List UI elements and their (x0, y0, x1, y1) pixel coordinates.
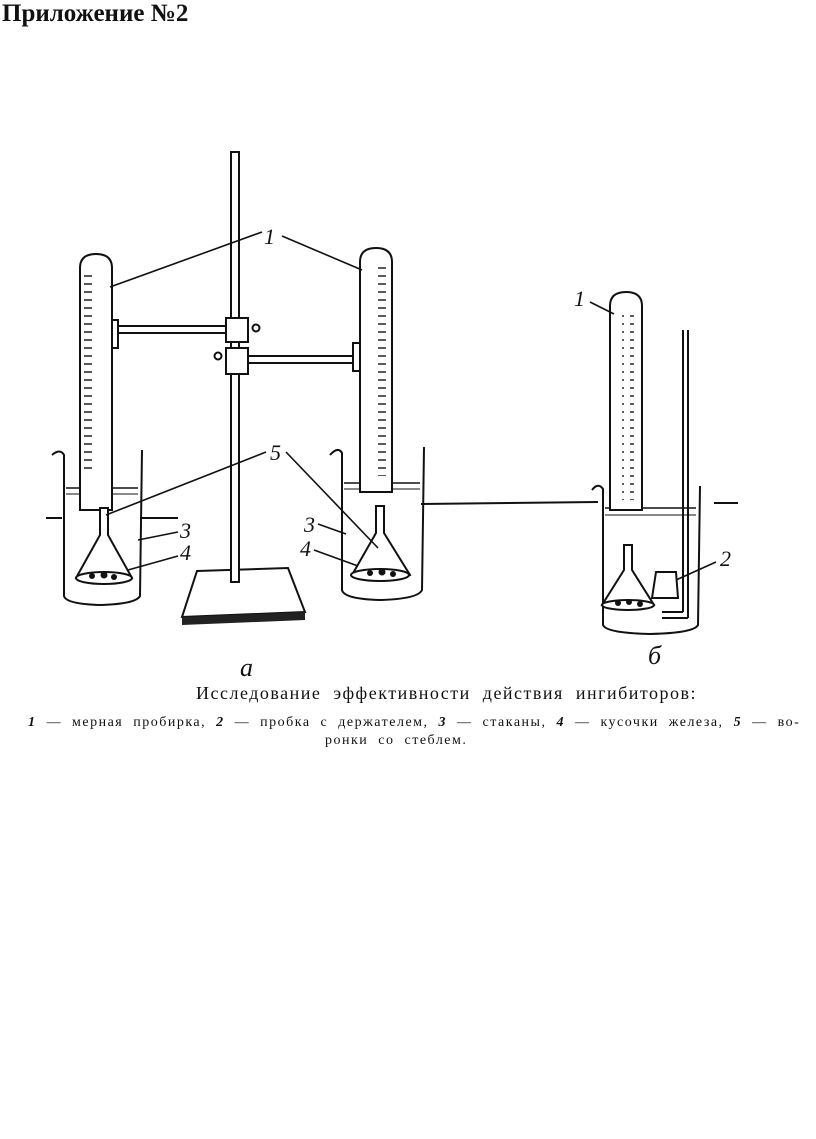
subfigure-label-b: б (648, 641, 662, 670)
caption-continuation: ронки со стеблем. (325, 733, 468, 748)
label-1-top: 1 (264, 224, 275, 249)
funnel-right (351, 506, 410, 581)
label-5: 5 (270, 440, 281, 465)
label-4-left: 4 (180, 540, 191, 565)
legend-text-4: — кусочки железа, (564, 715, 734, 730)
label-2: 2 (720, 546, 731, 571)
legend-text-3: — стаканы, (447, 715, 557, 730)
legend-text-1: — мерная пробирка, (36, 715, 217, 730)
caption-legend (28, 715, 800, 731)
legend-text-2: — пробка с держателем, (224, 715, 439, 730)
label-3-right: 3 (304, 512, 315, 537)
legend-num-3: 3 (438, 715, 448, 730)
subfigure-label-a: а (240, 653, 253, 682)
label-3-left: 3 (180, 518, 191, 543)
leader-lines-a (106, 232, 378, 570)
measuring-tube-right (360, 248, 392, 492)
funnel-b (602, 545, 654, 610)
label-4-right: 4 (300, 536, 311, 561)
leader-lines-b (590, 302, 716, 580)
legend-text-5: — во- (742, 715, 801, 730)
page-heading: Приложение №2 (2, 0, 189, 27)
label-1-b: 1 (574, 286, 585, 311)
funnel-left (76, 508, 132, 584)
measuring-tube-left (80, 254, 112, 510)
legend-num-2: 2 (216, 715, 225, 730)
clamp-lower (215, 343, 366, 374)
stopper-b (652, 572, 678, 598)
legend-num-4: 4 (556, 715, 565, 730)
legend-num-5: 5 (733, 715, 743, 730)
stand-base (182, 568, 305, 625)
caption-title: Исследование эффективности действия ингибиторов: (196, 683, 698, 703)
measuring-tube-b (610, 292, 642, 510)
legend-num-1: 1 (28, 715, 37, 730)
